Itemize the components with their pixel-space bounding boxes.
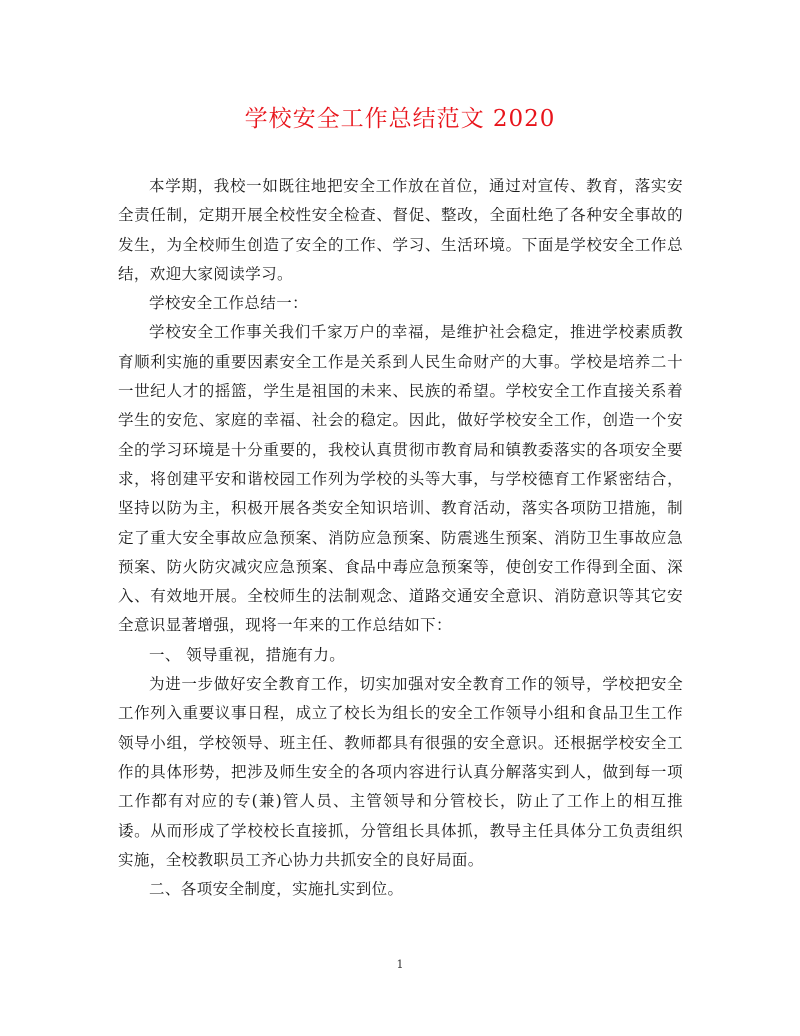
page-number: 1 <box>396 958 404 971</box>
paragraph-intro: 本学期，我校一如既往地把安全工作放在首位，通过对宣传、教育，落实安全责任制，定期开展全校性安全检查、督促、整改，全面杜绝了各种安全事故的发生，为全校师生创造了安全的工作、学习、生活环境。下面是学校安全工作总结，欢迎大家阅读学习。 <box>118 177 683 283</box>
paragraph-heading-two: 二、各项安全制度，实施扎实到位。 <box>149 880 404 899</box>
paragraph-section-heading: 学校安全工作总结一： <box>149 294 309 313</box>
document-title: 学校安全工作总结范文 2020 <box>244 106 556 132</box>
document-body <box>118 172 683 904</box>
paragraph-heading-one: 一、 领导重视，措施有力。 <box>149 645 346 664</box>
paragraph-main: 学校安全工作事关我们千家万户的幸福，是维护社会稳定，推进学校素质教育顺利实施的重要因素安全工作是关系到人民生命财产的大事。学校是培养二十一世纪人才的摇篮，学生是祖国的未来、民族的希望。学校安全工作直接关系着学生的安危、家庭的幸福、社会的稳定。因此，做好学校安全工作，创造一个安全的学习环境是十分重要的，我校认真贯彻市教育局和镇教委落实的各项安全要求，将创建平安和谐校园工作列为学校的头等大事，与学校德育工作紧密结合，坚持以防为主，积极开展各类安全知识培训、教育活动，落实各项防卫措施，制定了重大安全事故应急预案、消防应急预案、防震逃生预案、消防卫生事故应急预案、防火防灾减灾应急预案、食品中毒应急预案等，使创安工作得到全面、深入、有效地开展。全校师生的法制观念、道路交通安全意识、消防意识等其它安全意识显著增强，现将一年来的工作总结如下： <box>118 323 683 635</box>
paragraph-leadership: 为进一步做好安全教育工作，切实加强对安全教育工作的领导，学校把安全工作列入重要议事日程，成立了校长为组长的安全工作领导小组和食品卫生工作领导小组，学校领导、班主任、教师都具有很强的安全意识。还根据学校安全工作的具体形势，把涉及师生安全的各项内容进行认真分解落实到人，做到每一项工作都有对应的专(兼)管人员、主管领导和分管校长，防止了工作上的相互推诿。从而形成了学校校长直接抓，分管组长具体抓，教导主任具体分工负责组织实施，全校教职员工齐心协力共抓安全的良好局面。 <box>118 675 683 869</box>
